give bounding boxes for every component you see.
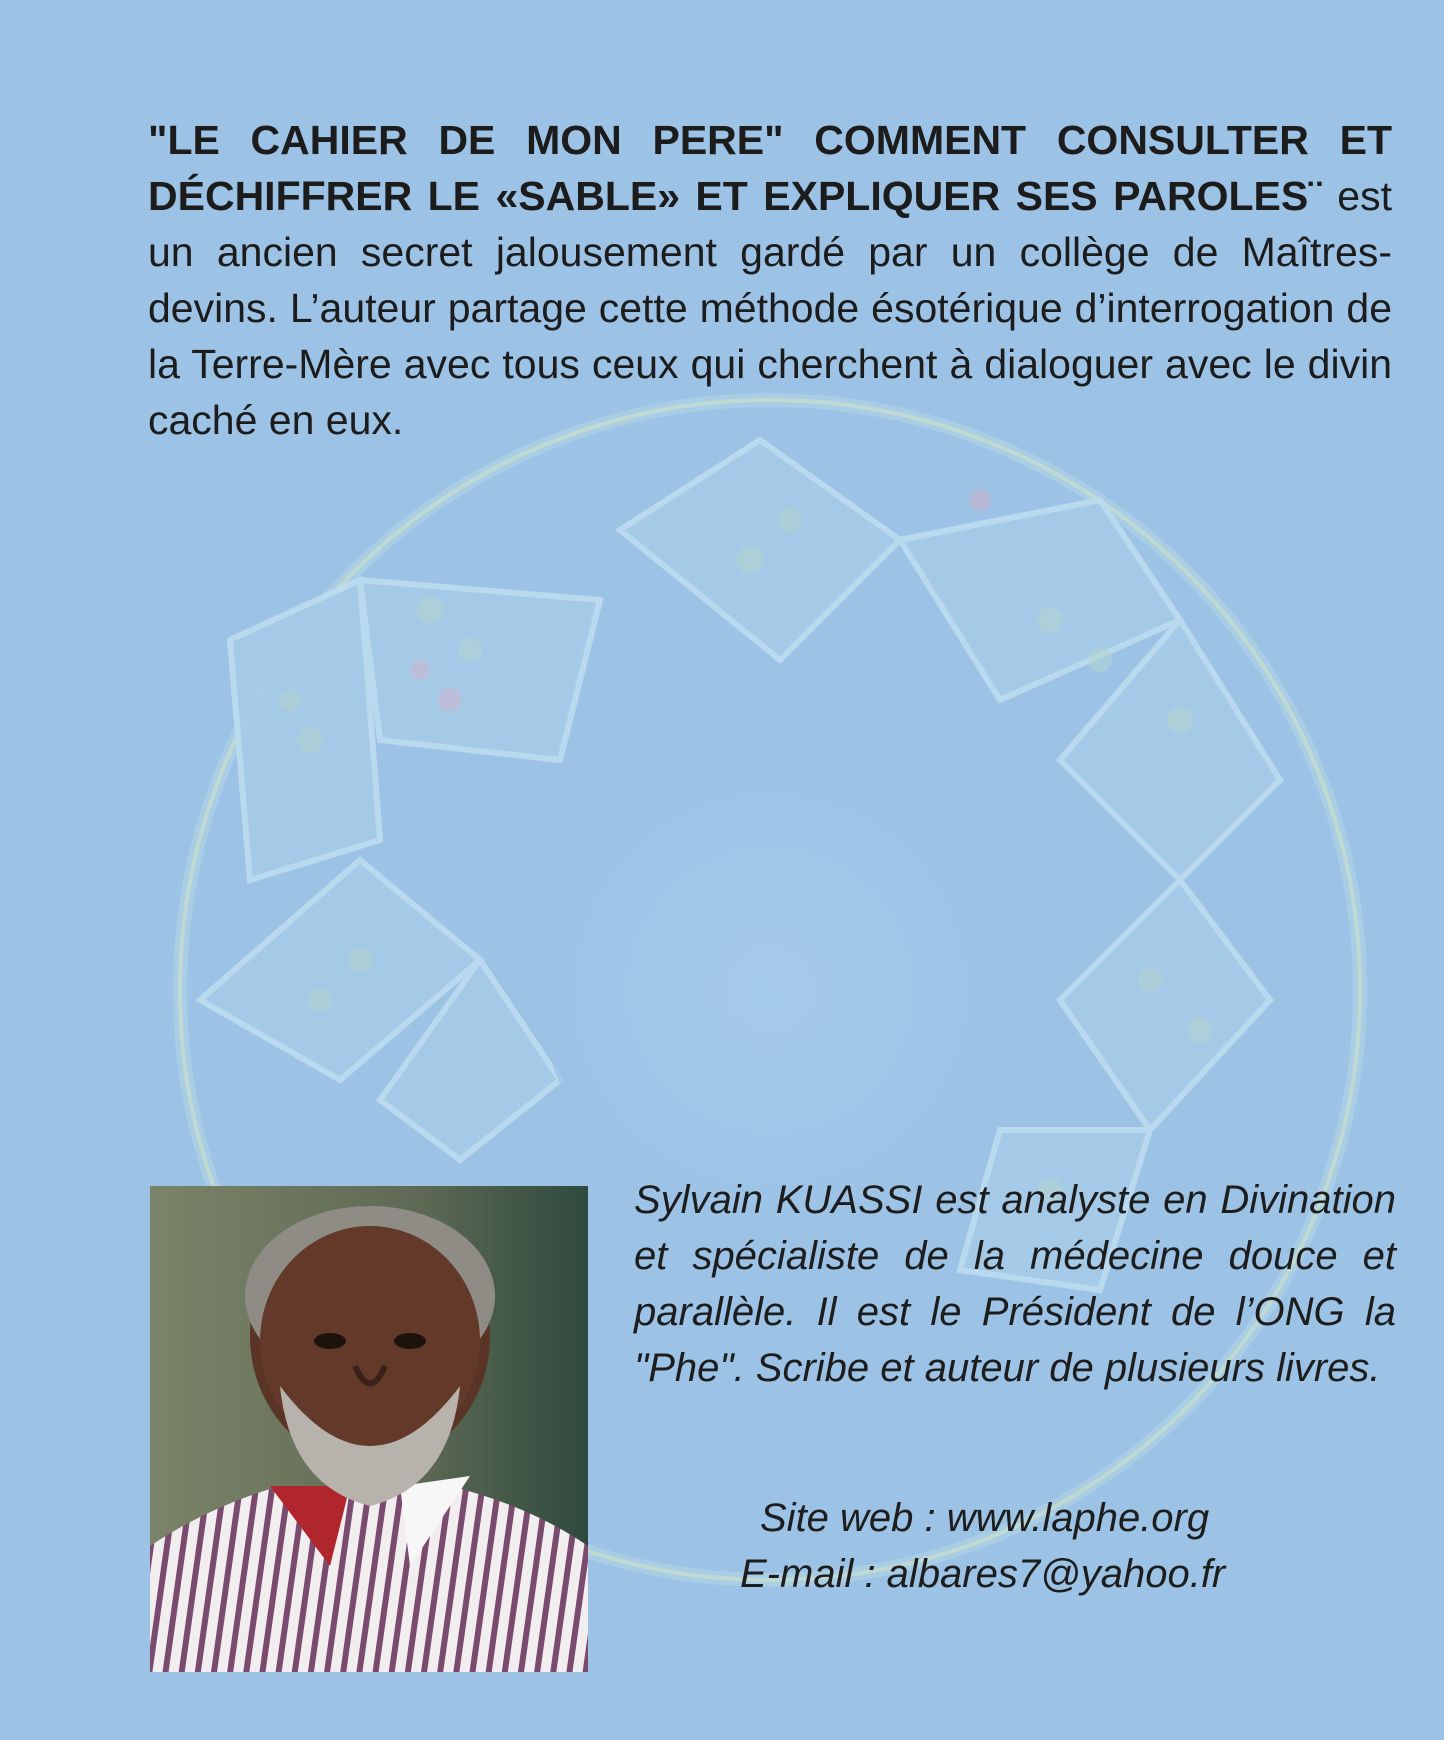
author-bio: Sylvain KUASSI est analyste en Divination et spécialiste de la médecine douce et parallèle. Il est le Président de l’ONG la "Phe". Scribe et auteur de plusieurs livres. — [634, 1178, 1396, 1390]
blurb-body: est un ancien secret jalousement gardé par un collège de Maîtres-devins. L’auteur partage cette méthode ésotérique d’interrogation de la Terre-Mère avec tous ceux qui cherchent à dialoguer avec le divin caché en eux. — [148, 173, 1392, 443]
author-photo — [150, 1186, 588, 1672]
email-link[interactable]: E-mail : albares7@yahoo.fr — [740, 1552, 1226, 1596]
author-portrait-icon — [150, 1186, 588, 1672]
book-blurb — [148, 112, 1392, 448]
contact-block — [740, 1490, 1360, 1602]
book-title: "LE CAHIER DE MON PERE" COMMENT CONSULTER ET DÉCHIFFRER LE «SABLE» ET EXPLIQUER SES PAROLES¨ — [148, 117, 1392, 219]
website-link[interactable]: Site web : www.laphe.org — [760, 1496, 1210, 1540]
